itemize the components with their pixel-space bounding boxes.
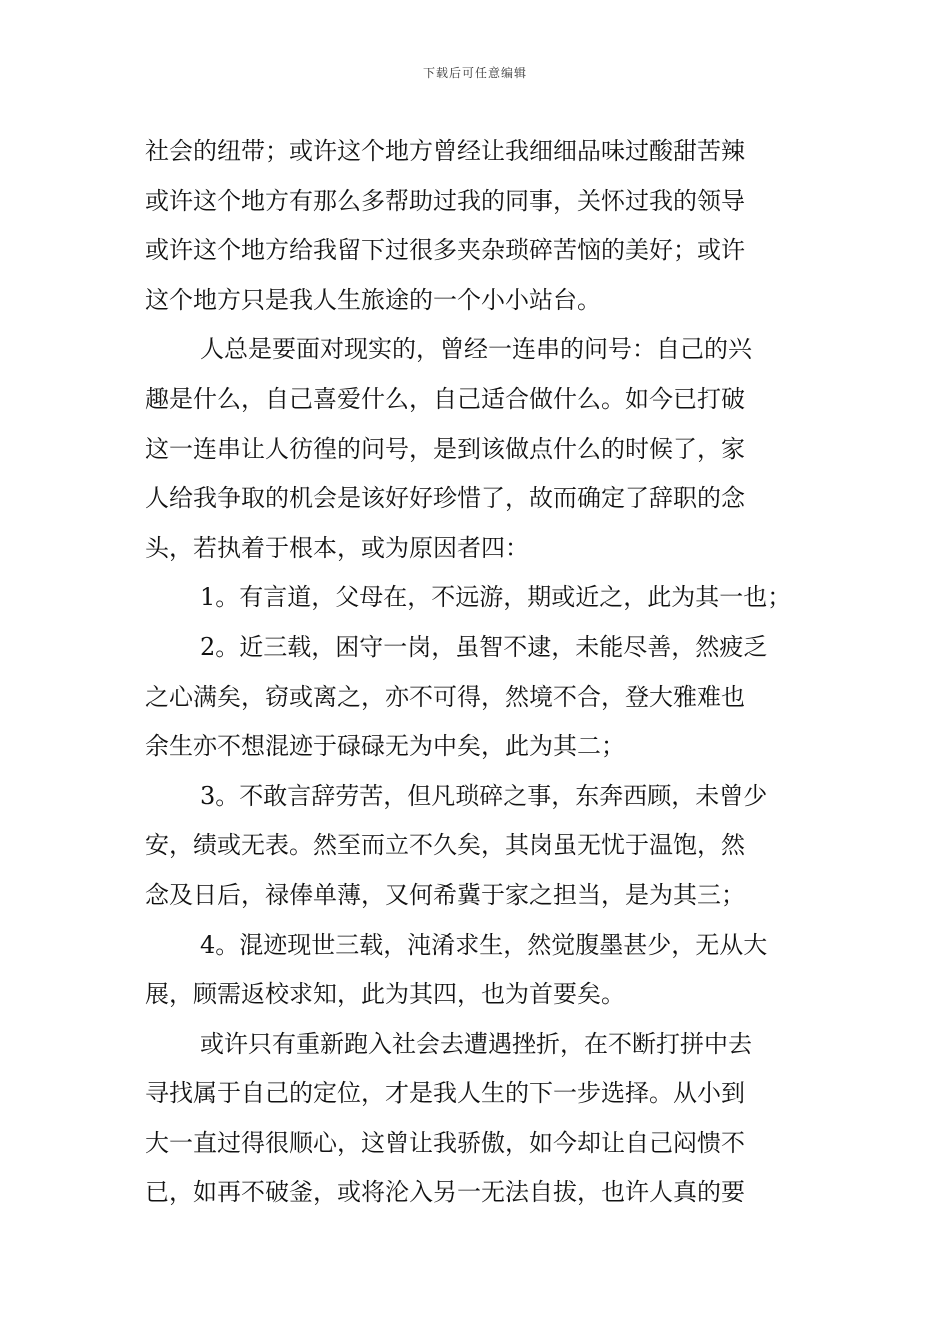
text-line: 余生亦不想混迹于碌碌无为中矣，此为其二； (145, 732, 625, 761)
text-line: 头，若执着于根本，或为原因者四： (145, 533, 529, 562)
text-line: 这一连串让人彷徨的问号，是到该做点什么的时候了，家 (145, 434, 745, 463)
list-item-4: 4。混迹现世三载，沌淆求生，然觉腹墨甚少，无从大 (200, 930, 768, 959)
list-item-2: 2。近三载，困守一岗，虽智不逮，未能尽善，然疲乏 (200, 632, 768, 661)
list-item-1: 1。有言道，父母在，不远游，期或近之，此为其一也； (200, 583, 792, 612)
text-line: 社会的纽带；或许这个地方曾经让我细细品味过酸甜苦辣 (145, 137, 745, 165)
text-line: 或许这个地方有那么多帮助过我的同事，关怀过我的领导 (145, 186, 745, 215)
text-line: 趣是什么，自己喜爱什么，自己适合做什么。如今已打破 (145, 384, 745, 413)
page-header: 下载后可任意编辑 (422, 66, 527, 80)
text-line: 之心满矣，窃或离之，亦不可得，然境不合，登大雅难也 (145, 682, 745, 711)
text-line: 或许这个地方给我留下过很多夹杂琐碎苦恼的美好；或许 (145, 236, 745, 265)
paragraph-start-line: 或许只有重新跑入社会去遭遇挫折，在不断打拼中去 (200, 1029, 752, 1058)
text-line: 这个地方只是我人生旅途的一个小小站台。 (145, 285, 601, 314)
text-line: 寻找属于自己的定位，才是我人生的下一步选择。从小到 (145, 1079, 745, 1108)
document-body (145, 127, 810, 1218)
list-item-3: 3。不敢言辞劳苦，但凡琐碎之事，东奔西顾，未曾少 (200, 781, 768, 810)
paragraph-start-line: 人总是要面对现实的，曾经一连串的问号：自己的兴 (200, 335, 752, 364)
text-line: 展，顾需返校求知，此为其四，也为首要矣。 (145, 980, 625, 1009)
text-line: 人给我争取的机会是该好好珍惜了，故而确定了辞职的念 (145, 484, 745, 513)
text-line: 安，绩或无表。然至而立不久矣，其岗虽无忧于温饱，然 (145, 831, 745, 860)
text-line: 念及日后，禄俸单薄，又何希冀于家之担当，是为其三； (145, 880, 745, 909)
text-line: 大一直过得很顺心，这曾让我骄傲，如今却让自己闷愦不 (145, 1128, 745, 1157)
text-line: 已，如再不破釜，或将沦入另一无法自拔，也许人真的要 (145, 1178, 745, 1207)
